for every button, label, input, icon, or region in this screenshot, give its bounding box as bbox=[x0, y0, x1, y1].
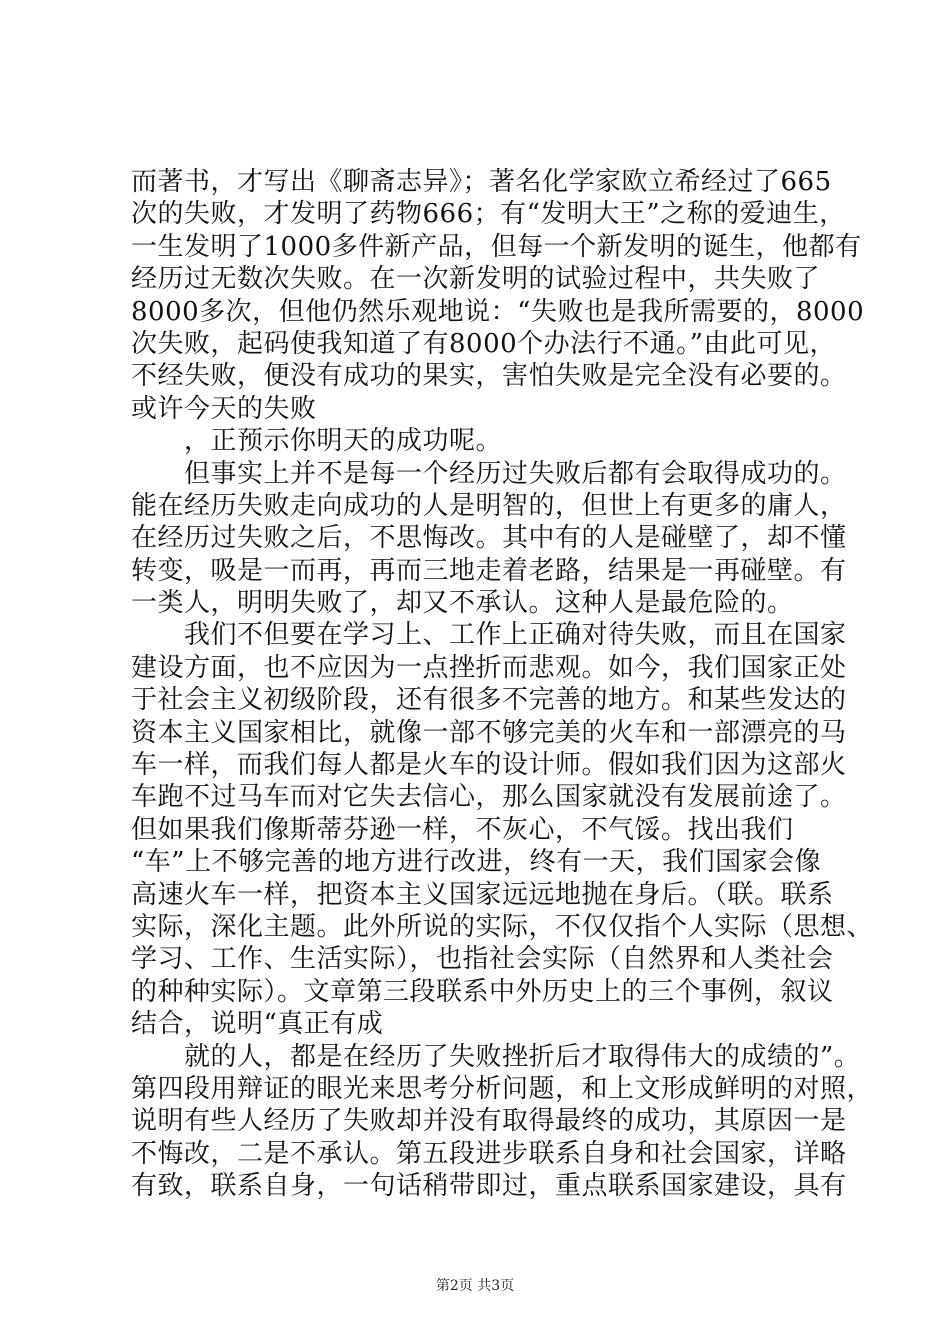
body-text bbox=[131, 166, 874, 1203]
text-line: 第四段用辩证的眼光来思考分析问题，和上文形成鲜明的对照， bbox=[131, 1073, 874, 1104]
text-line: 车一样，而我们每人都是火车的设计师。假如我们因为这部火 bbox=[131, 750, 847, 781]
text-line: 转变，吸是一而再，再而三地走着老路，结果是一再碰壁。有 bbox=[131, 555, 847, 586]
text-line: 或许今天的失败 bbox=[131, 393, 317, 424]
text-line: 学习、工作、生活实际），也指社会实际（自然界和人类社会 bbox=[131, 944, 834, 975]
text-line: 于社会主义初级阶段，还有很多不完善的地方。和某些发达的 bbox=[131, 685, 847, 716]
text-line: 能在经历失败走向成功的人是明智的，但世上有更多的庸人， bbox=[131, 490, 847, 521]
text-line: 就的人，都是在经历了失败挫折后才取得伟大的成绩的”。 bbox=[131, 1041, 861, 1072]
text-line: 经历过无数次失败。在一次新发明的试验过程中，共失败了 bbox=[131, 264, 821, 295]
text-line: 车跑不过马车而对它失去信心，那么国家就没有发展前途了。 bbox=[131, 782, 847, 813]
text-line: 实际，深化主题。此外所说的实际，不仅仅指个人实际（思想、 bbox=[131, 911, 874, 942]
text-line: 次的失败，才发明了药物666；有“发明大王”之称的爱迪生， bbox=[131, 199, 846, 230]
text-line: 不经失败，便没有成功的果实，害怕失败是完全没有必要的。 bbox=[131, 361, 847, 392]
text-line: ，正预示你明天的成功呢。 bbox=[131, 426, 503, 457]
text-line: 次失败，起码使我知道了有8000个办法行不通。”由此可见， bbox=[131, 328, 836, 359]
text-line: 的种种实际）。文章第三段联系中外历史上的三个事例，叙议 bbox=[131, 976, 834, 1007]
text-line: 而著书，才写出《聊斋志异》；著名化学家欧立希经过了665 bbox=[131, 167, 832, 197]
text-line: 不悔改，二是不承认。第五段进步联系自身和社会国家，详略 bbox=[131, 1138, 847, 1169]
text-line: 一类人，明明失败了，却又不承认。这种人是最危险的。 bbox=[131, 588, 794, 619]
text-line: 在经历过失败之后，不思悔改。其中有的人是碰壁了，却不懂 bbox=[131, 523, 847, 554]
text-line: 有致，联系自身，一句话稍带即过，重点联系国家建设，具有 bbox=[131, 1171, 847, 1202]
text-line: 我们不但要在学习上、工作上正确对待失败，而且在国家 bbox=[131, 620, 847, 651]
text-line: 结合，说明“真正有成 bbox=[131, 1009, 384, 1040]
text-line: 资本主义国家相比，就像一部不够完美的火车和一部漂亮的马 bbox=[131, 717, 847, 748]
text-line: 建设方面，也不应因为一点挫折而悲观。如今，我们国家正处 bbox=[131, 652, 847, 683]
text-line: 8000多次，但他仍然乐观地说：“失败也是我所需要的，8000 bbox=[131, 296, 865, 327]
page-footer: 第2页 共3页 bbox=[435, 1278, 515, 1294]
text-line: 但如果我们像斯蒂芬逊一样，不灰心，不气馁。找出我们 bbox=[131, 814, 794, 845]
text-line: 高速火车一样，把资本主义国家远远地抛在身后。（联。联系 bbox=[131, 879, 834, 910]
text-line: “车”上不够完善的地方进行改进，终有一天，我们国家会像 bbox=[131, 847, 822, 878]
text-line: 但事实上并不是每一个经历过失败后都有会取得成功的。 bbox=[131, 458, 847, 489]
text-line: 一生发明了1000多件新产品，但每一个新发明的诞生，他都有 bbox=[131, 231, 862, 262]
text-line: 说明有些人经历了失败却并没有取得最终的成功，其原因一是 bbox=[131, 1106, 847, 1137]
